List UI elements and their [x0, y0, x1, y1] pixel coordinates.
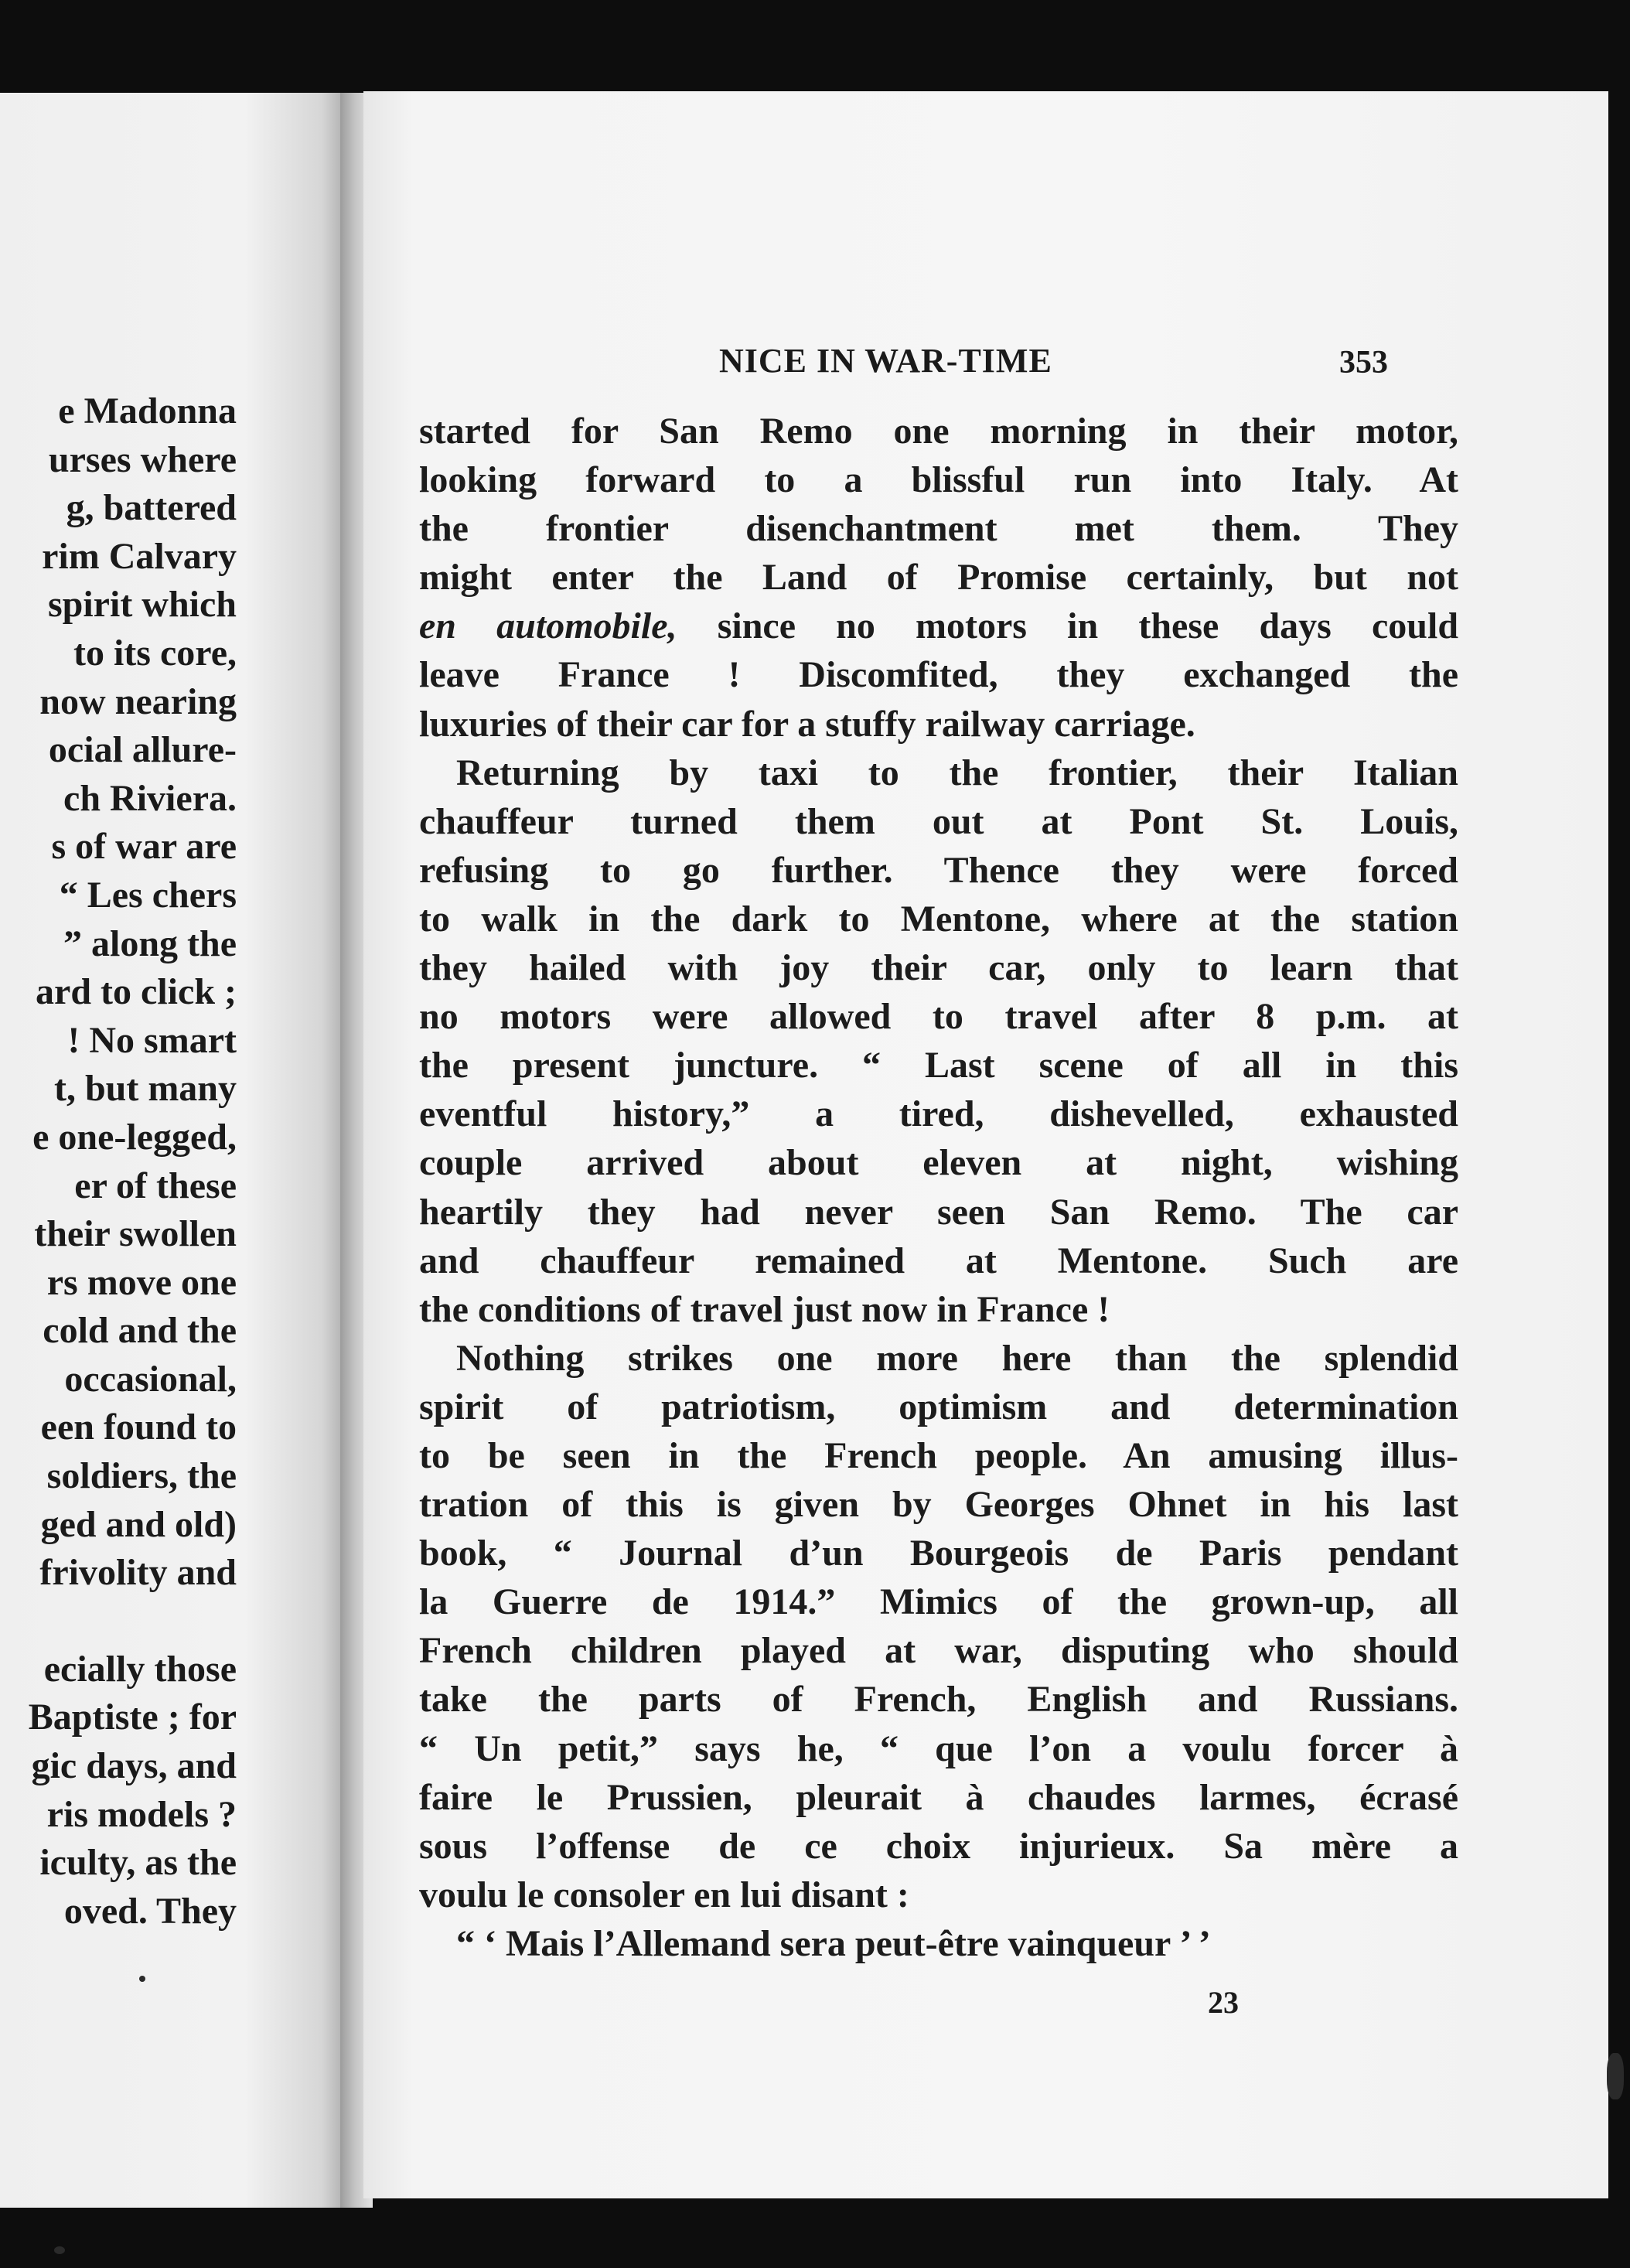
left-page-line: frivolity and: [39, 1552, 237, 1594]
left-page-line: ch Riviera.: [63, 777, 237, 819]
text-line: French children played at war, disputing who should: [419, 1630, 1458, 1672]
text-line: they hailed with joy their car, only to learn that: [419, 947, 1458, 989]
text-line: eventful history,” a tired, dishevelled, exhausted: [419, 1093, 1458, 1135]
text-line: the conditions of travel just now in France !: [419, 1288, 1110, 1330]
left-page-line: t, but many: [53, 1068, 237, 1110]
text-line: sous l’offense de ce choix injurieux. Sa mère a: [419, 1825, 1458, 1867]
paragraph: [419, 407, 1458, 749]
left-page-line: urses where: [48, 438, 237, 480]
text-line: tration of this is given by Georges Ohnet in his last: [419, 1484, 1458, 1526]
left-page-line: cold and the: [43, 1310, 237, 1352]
left-page-line: ard to click ;: [36, 971, 237, 1013]
text-line: to be seen in the French people. An amusing illus-: [419, 1434, 1458, 1476]
text-line: luxuries of their car for a stuffy railway carriage.: [419, 703, 1195, 745]
text-line: “ ‘ Mais l’Allemand sera peut-être vainqueur ’ ’: [456, 1922, 1211, 1964]
left-page-line: ecially those: [43, 1648, 237, 1690]
scan-border-top: [0, 0, 1630, 101]
right-page: [363, 91, 1608, 2198]
text-line: “ Un petit,” says he, “ que l’on a voulu forcer à: [419, 1727, 1458, 1769]
left-page-line: their swollen: [34, 1213, 237, 1255]
text-line: to walk in the dark to Mentone, where at the station: [419, 898, 1458, 940]
text-line: refusing to go further. Thence they were forced: [419, 849, 1458, 891]
paragraph: [419, 1919, 1458, 1968]
text-line-rest: since no motors in these days could: [717, 605, 1458, 647]
text-line: Nothing strikes one more here than the splendid: [456, 1337, 1458, 1379]
left-page-line: gic days, and: [31, 1745, 237, 1787]
left-page-line: Baptiste ; for: [28, 1697, 237, 1738]
left-page-line: e one-legged,: [32, 1116, 237, 1158]
text-line: the present juncture. “ Last scene of all in this: [419, 1045, 1458, 1086]
text-line: leave France ! Discomfited, they exchanged the: [419, 654, 1458, 696]
left-page-line: ” along the: [63, 923, 237, 964]
left-page-text: [0, 387, 237, 1935]
left-page-line: een found to: [40, 1407, 237, 1448]
running-head-title: NICE IN WAR-TIME: [719, 342, 1052, 380]
text-line: faire le Prussien, pleurait à chaudes larmes, écrasé: [419, 1776, 1458, 1818]
text-line: started for San Remo one morning in their motor,: [419, 411, 1458, 452]
text-line: heartily they had never seen San Remo. The car: [419, 1191, 1458, 1233]
text-line: and chauffeur remained at Mentone. Such are: [419, 1240, 1458, 1281]
left-facing-page: [0, 93, 350, 2208]
left-page-line: ! No smart: [67, 1019, 237, 1061]
left-page-line: g, battered: [66, 487, 237, 529]
text-line: la Guerre de 1914.” Mimics of the grown-up, all: [419, 1581, 1458, 1623]
scan-speck: [54, 2246, 65, 2254]
text-line: the frontier disenchantment met them. They: [419, 508, 1458, 550]
left-page-line: oved. They: [63, 1890, 237, 1932]
text-line: couple arrived about eleven at night, wishing: [419, 1142, 1458, 1184]
left-page-line: spirit which: [47, 584, 237, 626]
text-line: looking forward to a blissful run into Italy. At: [419, 459, 1458, 501]
left-page-line: rs move one: [46, 1261, 237, 1303]
text-line: spirit of patriotism, optimism and determination: [419, 1386, 1458, 1427]
left-page-line: soldiers, the: [46, 1455, 237, 1497]
left-page-line: ocial allure-: [48, 729, 237, 771]
left-page-line: rim Calvary: [42, 535, 237, 577]
left-page-line: now nearing: [39, 680, 237, 722]
signature-mark: 23: [1208, 1985, 1239, 2020]
text-line: voulu le consoler en lui disant :: [419, 1874, 909, 1915]
text-line: no motors were allowed to travel after 8 p.m. at: [419, 996, 1458, 1038]
paragraph: [419, 1334, 1458, 1919]
left-page-line: occasional,: [64, 1358, 237, 1400]
text-line-italic-start: [419, 602, 1458, 650]
scan-speck: [139, 1976, 145, 1982]
page-number: 353: [1339, 345, 1388, 380]
left-page-line: ris models ?: [46, 1793, 237, 1835]
left-page-line: er of these: [74, 1165, 237, 1206]
text-line: take the parts of French, English and Russians.: [419, 1679, 1458, 1721]
left-page-line: iculty, as the: [39, 1842, 237, 1884]
running-head: [363, 341, 1608, 387]
left-page-line: s of war are: [51, 826, 237, 868]
left-page-line: “ Les chers: [59, 874, 237, 916]
paragraph: [419, 749, 1458, 1334]
left-page-line: to its core,: [73, 632, 237, 674]
text-line: chauffeur turned them out at Pont St. Louis,: [419, 800, 1458, 842]
text-line: book, “ Journal d’un Bourgeois de Paris pendant: [419, 1533, 1458, 1574]
body-text: [419, 407, 1458, 1968]
scan-speck: [1607, 2053, 1624, 2099]
left-page-line: e Madonna: [58, 391, 237, 431]
italic-phrase: en automobile,: [419, 605, 677, 647]
text-line: Returning by taxi to the frontier, their Italian: [456, 752, 1458, 793]
text-line: might enter the Land of Promise certainly, but not: [419, 557, 1458, 599]
left-page-line: ged and old): [40, 1503, 237, 1545]
